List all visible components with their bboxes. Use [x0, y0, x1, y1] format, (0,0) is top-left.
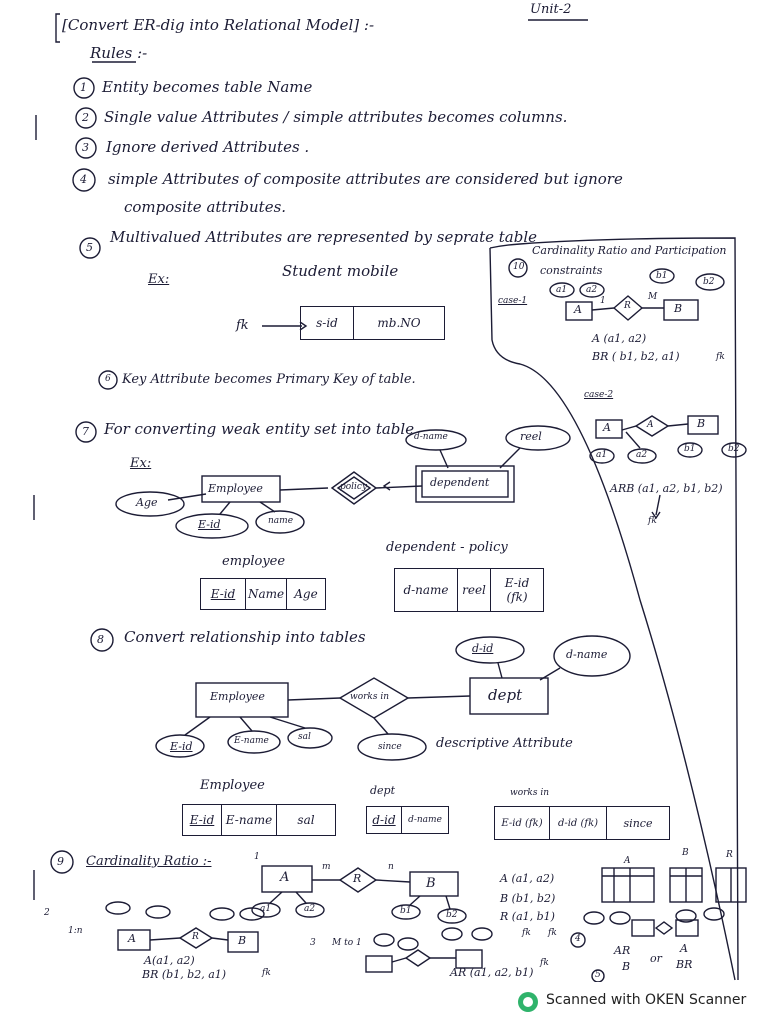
example-label: Ex:: [148, 272, 170, 287]
case-number: 4: [575, 934, 581, 944]
schema-line: B (b1, b2): [500, 892, 556, 905]
rule-number: 6: [105, 374, 111, 384]
column-cell: E-id: [183, 805, 222, 835]
case-number: 2: [44, 908, 50, 918]
column-cell: reel: [458, 569, 491, 611]
attribute-label: a2: [636, 450, 648, 460]
option-label: or: [650, 952, 662, 965]
entity-label: Employee: [208, 482, 263, 495]
case-label: case-1: [498, 296, 528, 306]
attribute-label: b2: [728, 444, 740, 454]
dependent-policy-table: [394, 568, 544, 612]
employee-table: [200, 578, 326, 610]
column-cell: s-id: [301, 307, 354, 339]
column-cell: sal: [297, 813, 315, 827]
column-cell: d-name: [408, 815, 442, 825]
case-label: 1:n: [68, 926, 83, 936]
works-in-table: [494, 806, 670, 840]
rule-number: 3: [82, 141, 89, 154]
option-label: BR: [676, 958, 693, 971]
entity-label: A: [603, 421, 611, 434]
rule-8-text: Convert relationship into tables: [124, 628, 366, 646]
cardinality-label: 1: [600, 296, 606, 306]
attribute-label: a1: [556, 285, 568, 295]
entity-label: B: [697, 417, 706, 430]
key-attribute-label: E-id: [170, 740, 193, 753]
fk-label: fk: [522, 928, 531, 938]
page-title: [Convert ER-dig into Relational Model] :-: [62, 16, 375, 34]
case-number: 5: [595, 970, 601, 980]
option-label: AR: [614, 944, 631, 957]
attribute-label: reel: [520, 430, 542, 443]
rule-number: 2: [82, 111, 89, 124]
table-name: dept: [370, 784, 396, 797]
attribute-label: E-name: [234, 736, 269, 746]
descriptive-attribute-note: descriptive Attribute: [436, 736, 573, 751]
key-attribute-label: E-id: [198, 518, 221, 531]
unit-label: Unit-2: [530, 2, 572, 17]
column-cell: Name: [246, 579, 287, 609]
rule-number: 5: [86, 241, 93, 254]
example-label: Ex:: [130, 456, 152, 471]
entity-label: A: [574, 303, 582, 316]
rule-number: 1: [80, 81, 87, 94]
attribute-label: d-name: [566, 648, 608, 661]
column-cell: mb.NO: [377, 316, 421, 330]
fk-label: fk: [716, 352, 725, 362]
column-cell: d-id: [367, 807, 402, 833]
relationship-label: works in: [350, 692, 390, 702]
rule-4-text-cont: composite attributes.: [124, 198, 287, 216]
rules-heading: Rules :-: [90, 44, 148, 62]
column-cell: E-id: [201, 579, 246, 609]
cardinality-label: n: [388, 862, 394, 872]
rule-3-text: Ignore derived Attributes .: [106, 138, 310, 156]
rule-number: 7: [82, 425, 89, 438]
relationship-label: A: [647, 420, 654, 430]
attribute-label: a1: [260, 904, 272, 914]
column-cell: d-name: [395, 569, 458, 611]
fk-label: fk: [540, 958, 549, 968]
schema-line: ARB (a1, a2, b1, b2): [610, 482, 723, 495]
rule-number: 8: [97, 633, 104, 646]
schema-line: A(a1, a2): [144, 954, 195, 967]
fk-cell: [491, 569, 543, 611]
key-attribute-label: d-id: [472, 642, 494, 655]
relationship-label: policy: [340, 482, 368, 492]
employee-table: [182, 804, 336, 836]
entity-label: A: [128, 932, 136, 945]
schema-line: AR (a1, a2, b1): [450, 966, 534, 979]
fk-label: fk: [262, 968, 271, 978]
rule-5-text: Multivalued Attributes are represented by seprate table: [110, 228, 538, 246]
attribute-label: a2: [304, 904, 316, 914]
entity-label: Employee: [210, 690, 265, 703]
schema-line: A (a1, a2): [500, 872, 555, 885]
schema-line: A (a1, a2): [592, 332, 647, 345]
entity-label: B: [426, 876, 436, 891]
attribute-label: b2: [703, 277, 715, 287]
option-label: B: [622, 960, 631, 973]
column-cell: E-id (fk): [495, 807, 550, 839]
schema-line: R (a1, b1): [500, 910, 555, 923]
rule-4-text: simple Attributes of composite attributes are considered but ignore: [108, 170, 623, 188]
option-label: A: [680, 942, 688, 955]
relationship-label: R: [353, 872, 362, 885]
entity-label: B: [674, 302, 683, 315]
table-name: Student mobile: [282, 262, 399, 280]
rule-number: 9: [57, 855, 64, 868]
column-cell: since: [623, 816, 653, 830]
case-number: 3: [310, 938, 316, 948]
rule-6-text: Key Attribute becomes Primary Key of table.: [122, 372, 416, 387]
rule-7-text: For converting weak entity set into table: [104, 420, 415, 438]
entity-label: B: [238, 934, 247, 947]
attribute-label: b2: [446, 910, 458, 920]
attribute-label: b1: [684, 444, 696, 454]
rule-10-title: Cardinality Ratio and Participation: [532, 244, 727, 257]
column-text: E-id: [504, 576, 530, 590]
student-mobile-table: [300, 306, 445, 340]
rule-1-text: Entity becomes table Name: [102, 78, 313, 96]
entity-label: dept: [488, 686, 523, 704]
cardinality-label: m: [322, 862, 331, 872]
schema-line: BR (b1, b2, a1): [142, 968, 227, 981]
attribute-label: since: [378, 742, 402, 752]
attribute-label: d-name: [414, 432, 448, 442]
attribute-label: a1: [596, 450, 608, 460]
case-label: case-2: [584, 390, 614, 400]
weak-entity-label: dependent: [430, 476, 490, 489]
scanner-logo-icon: [518, 992, 538, 1012]
case-label: M to 1: [332, 938, 362, 948]
entity-label: A: [280, 870, 290, 885]
attribute-label: b1: [400, 906, 412, 916]
rule-number: 10: [513, 262, 525, 272]
fk-label: fk: [236, 318, 249, 333]
rule-10-title-cont: constraints: [540, 264, 603, 277]
table-name: works in: [510, 788, 550, 798]
table-name: employee: [222, 554, 286, 569]
grid-label: R: [726, 850, 733, 860]
column-cell: Age: [294, 587, 318, 601]
attribute-label: b1: [656, 271, 668, 281]
attribute-label: sal: [298, 732, 311, 742]
rule-number: 4: [80, 173, 87, 186]
column-text: (fk): [506, 590, 528, 604]
scanner-brand: Scanned with OKEN Scanner: [546, 992, 747, 1008]
table-name: dependent - policy: [386, 540, 508, 555]
dept-table: [366, 806, 449, 834]
scanner-footer: [0, 982, 768, 1024]
attribute-label: name: [268, 516, 294, 526]
column-cell: d-id (fk): [550, 807, 607, 839]
schema-line: BR ( b1, b2, a1): [592, 350, 680, 363]
relationship-label: R: [192, 932, 199, 942]
case-number: 1: [254, 852, 260, 862]
attribute-label: Age: [136, 496, 158, 509]
grid-label: B: [682, 848, 689, 858]
column-cell: E-name: [222, 805, 277, 835]
cardinality-label: M: [648, 292, 658, 302]
relationship-label: R: [624, 301, 631, 311]
grid-label: A: [624, 856, 631, 866]
attribute-label: a2: [586, 285, 598, 295]
fk-label: fk: [548, 928, 557, 938]
fk-label: fk: [648, 516, 657, 526]
table-name: Employee: [200, 778, 265, 793]
rule-2-text: Single value Attributes / simple attributes becomes columns.: [104, 108, 568, 126]
rule-9-title: Cardinality Ratio :-: [86, 854, 212, 869]
